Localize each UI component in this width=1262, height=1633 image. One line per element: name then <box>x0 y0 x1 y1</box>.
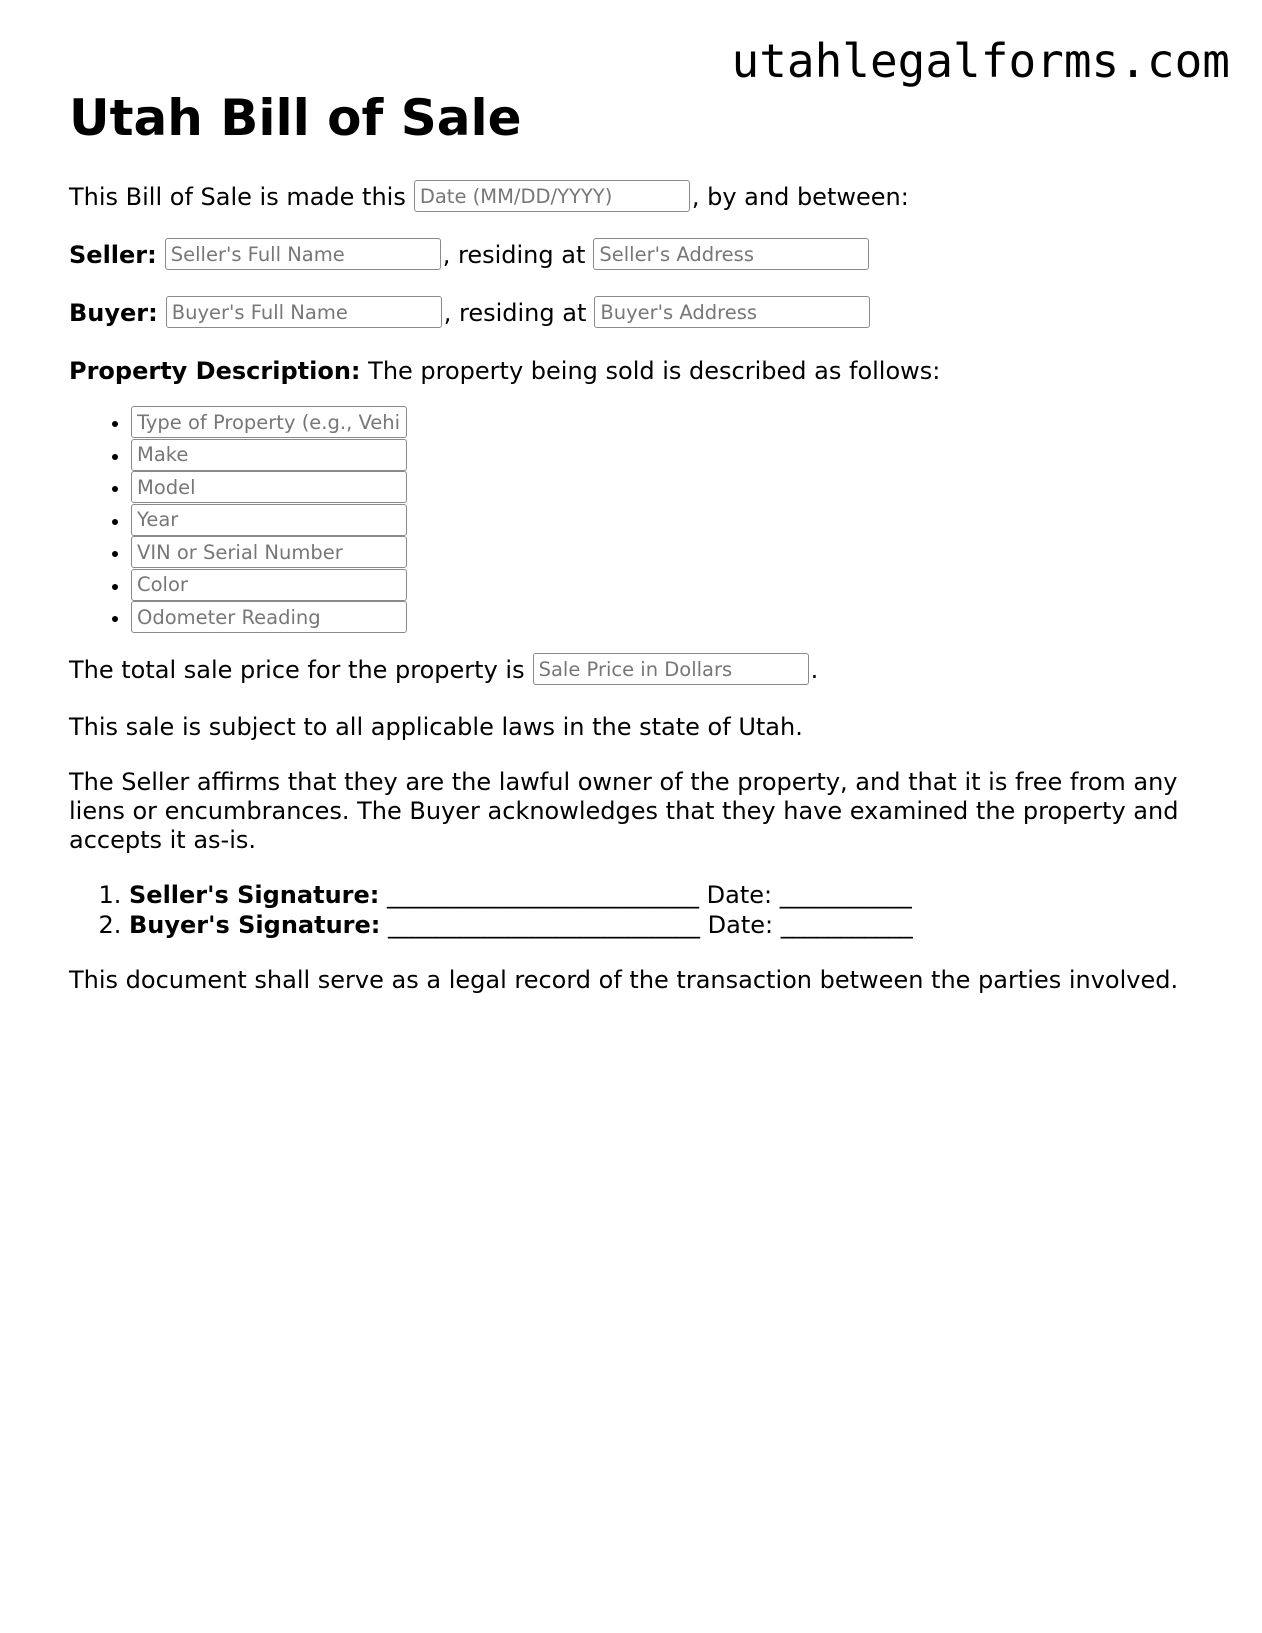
affirmation-paragraph: The Seller affirms that they are the lawful owner of the property, and that it is free from any liens or encumbrances. The Buyer acknowledges that they have examined the property and accepts it as-is. <box>69 768 1179 854</box>
law-paragraph: This sale is subject to all applicable laws in the state of Utah. <box>69 713 803 741</box>
buyer-name-input[interactable] <box>166 296 442 328</box>
seller-name-input[interactable] <box>165 238 441 270</box>
buyer-address-input[interactable] <box>594 296 870 328</box>
seller-date-label: Date: <box>706 881 773 909</box>
vin-serial-input[interactable] <box>131 536 407 568</box>
seller-residing-text: , residing at <box>442 241 586 269</box>
list-item <box>131 504 1189 536</box>
make-input[interactable] <box>131 439 407 471</box>
list-item <box>131 536 1189 568</box>
buyer-label: Buyer: <box>69 299 158 327</box>
buyer-line <box>69 298 1189 330</box>
year-input[interactable] <box>131 504 407 536</box>
intro-text-after: , by and between: <box>691 183 909 211</box>
sale-price-input[interactable] <box>533 653 809 685</box>
list-item <box>131 601 1189 633</box>
signature-list <box>69 881 1189 940</box>
list-item <box>131 439 1189 471</box>
list-item <box>131 471 1189 503</box>
closing-paragraph: This document shall serve as a legal record of the transaction between the parties involved. <box>69 966 1179 994</box>
seller-label: Seller: <box>69 241 157 269</box>
property-description-line <box>69 356 1189 386</box>
property-description-text: The property being sold is described as follows: <box>368 357 941 385</box>
sale-price-line <box>69 655 1189 687</box>
list-item <box>131 406 1189 438</box>
property-type-input[interactable] <box>131 406 407 438</box>
page-title: Utah Bill of Sale <box>69 89 522 147</box>
property-description-label: Property Description: <box>69 357 361 385</box>
buyer-signature-line: __________________________ <box>388 910 701 939</box>
bill-of-sale-document <box>69 88 1189 1021</box>
buyer-signature-label: Buyer's Signature: <box>129 910 381 939</box>
property-fields-list <box>69 406 1189 633</box>
list-item <box>131 569 1189 601</box>
sale-price-period: . <box>810 656 819 684</box>
seller-signature-line: __________________________ <box>387 881 699 909</box>
model-input[interactable] <box>131 471 407 503</box>
seller-date-line: ___________ <box>779 881 912 909</box>
seller-signature-label: Seller's Signature: <box>129 881 380 909</box>
color-input[interactable] <box>131 569 407 601</box>
site-watermark: utahlegalforms.com <box>731 34 1230 88</box>
buyer-signature-item <box>129 911 1189 941</box>
intro-text: This Bill of Sale is made this <box>69 183 406 211</box>
intro-line <box>69 182 1189 214</box>
buyer-residing-text: , residing at <box>443 299 587 327</box>
seller-line <box>69 240 1189 272</box>
buyer-date-label: Date: <box>707 910 774 939</box>
odometer-input[interactable] <box>131 601 407 633</box>
date-input[interactable] <box>414 180 690 212</box>
buyer-date-line: ___________ <box>780 910 913 939</box>
sale-price-text: The total sale price for the property is <box>69 656 525 684</box>
seller-address-input[interactable] <box>593 238 869 270</box>
seller-signature-item <box>129 881 1189 911</box>
